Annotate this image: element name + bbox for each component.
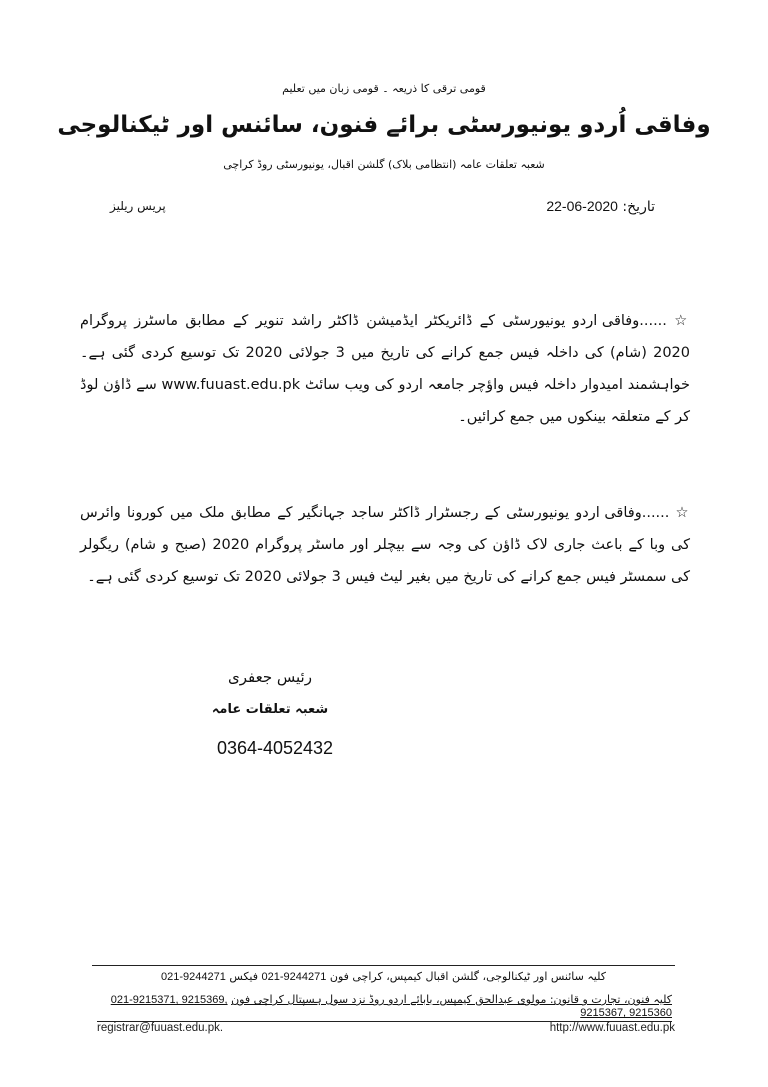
news-paragraph-1 bbox=[80, 305, 690, 433]
campus-1-fax: 021-9244271 bbox=[160, 971, 226, 983]
campus-2-phones: 021-9215371, 9215369, 9215367, 9215360 bbox=[110, 994, 672, 1019]
news-paragraph-2 bbox=[80, 497, 690, 593]
star-bullet-icon: ☆ bbox=[675, 505, 691, 521]
fax-label: فیکس bbox=[229, 970, 259, 983]
footer-campus-1 bbox=[92, 970, 675, 983]
university-title: وفاقی اُردو یونیورسٹی برائے فنون، سائنس اور ٹیکنالوجی bbox=[57, 112, 711, 138]
email-link[interactable]: registrar@fuuast.edu.pk. bbox=[97, 1022, 224, 1034]
signatory-department: شعبہ تعلقات عامہ bbox=[211, 702, 329, 717]
department-address: شعبہ تعلقات عامہ (انتظامی بلاک) گلشن اقبال، یونیورسٹی روڈ کراچی bbox=[223, 158, 545, 171]
date-value: 22-06-2020 bbox=[546, 198, 618, 214]
paragraph-text: ......وفاقی اردو یونیورسٹی کے ڈائریکٹر ایڈمیشن ڈاکٹر راشد تنویر کے مطابق ماسٹرز پروگرام 2020 (شام) کی داخلہ فیس جمع کرانے کی تاریخ میں 3 جولائی 2020 تک توسیع کردی گئی ہے۔ خواہشمند امیدوار داخلہ فیس واؤچر جامعہ اردو کی ویب سائٹ www.fuuast.edu.pk سے ڈاؤن لوڈ کر کے متعلقہ بینکوں میں جمع کرائیں۔ bbox=[80, 313, 690, 425]
signatory-name: رئیس جعفری bbox=[228, 668, 312, 686]
campus-1-phone: 021-9244271 bbox=[261, 971, 327, 983]
paragraph-text: ......وفاقی اردو یونیورسٹی کے رجسٹرار ڈاکٹر ساجد جہانگیر کے مطابق ملک میں کورونا وائرس کی وبا کے باعث جاری لاک ڈاؤن کی وجہ سے بیچلر اور ماسٹر پروگرام 2020 (صبح و شام) ریگولر کی سمسٹر فیس جمع کرانے کی تاریخ میں بغیر لیٹ فیس 3 جولائی 2020 تک توسیع کردی گئی ہے۔ bbox=[80, 505, 690, 585]
website-link[interactable]: http://www.fuuast.edu.pk bbox=[549, 1022, 675, 1034]
signatory-phone: 0364-4052432 bbox=[216, 738, 334, 758]
campus-2-text: کلیہ فنون، تجارت و قانون: مولوی عبدالحق کیمپس، بابائے اردو روڈ نزد سول ہسپتال کراچی فون bbox=[231, 993, 672, 1006]
press-release-label: پریس ریلیز bbox=[110, 199, 166, 213]
institution-tagline: قومی ترقی کا ذریعہ ۔ قومی زبان میں تعلیم bbox=[282, 82, 486, 95]
date-label: تاریخ: bbox=[622, 199, 655, 215]
footer-campus-2 bbox=[97, 993, 672, 1022]
date-line bbox=[505, 198, 655, 215]
campus-1-text: کلیہ سائنس اور ٹیکنالوجی، گلشن اقبال کیمپس، کراچی فون bbox=[329, 970, 607, 983]
footer-divider bbox=[92, 965, 675, 966]
star-bullet-icon: ☆ bbox=[674, 313, 691, 329]
